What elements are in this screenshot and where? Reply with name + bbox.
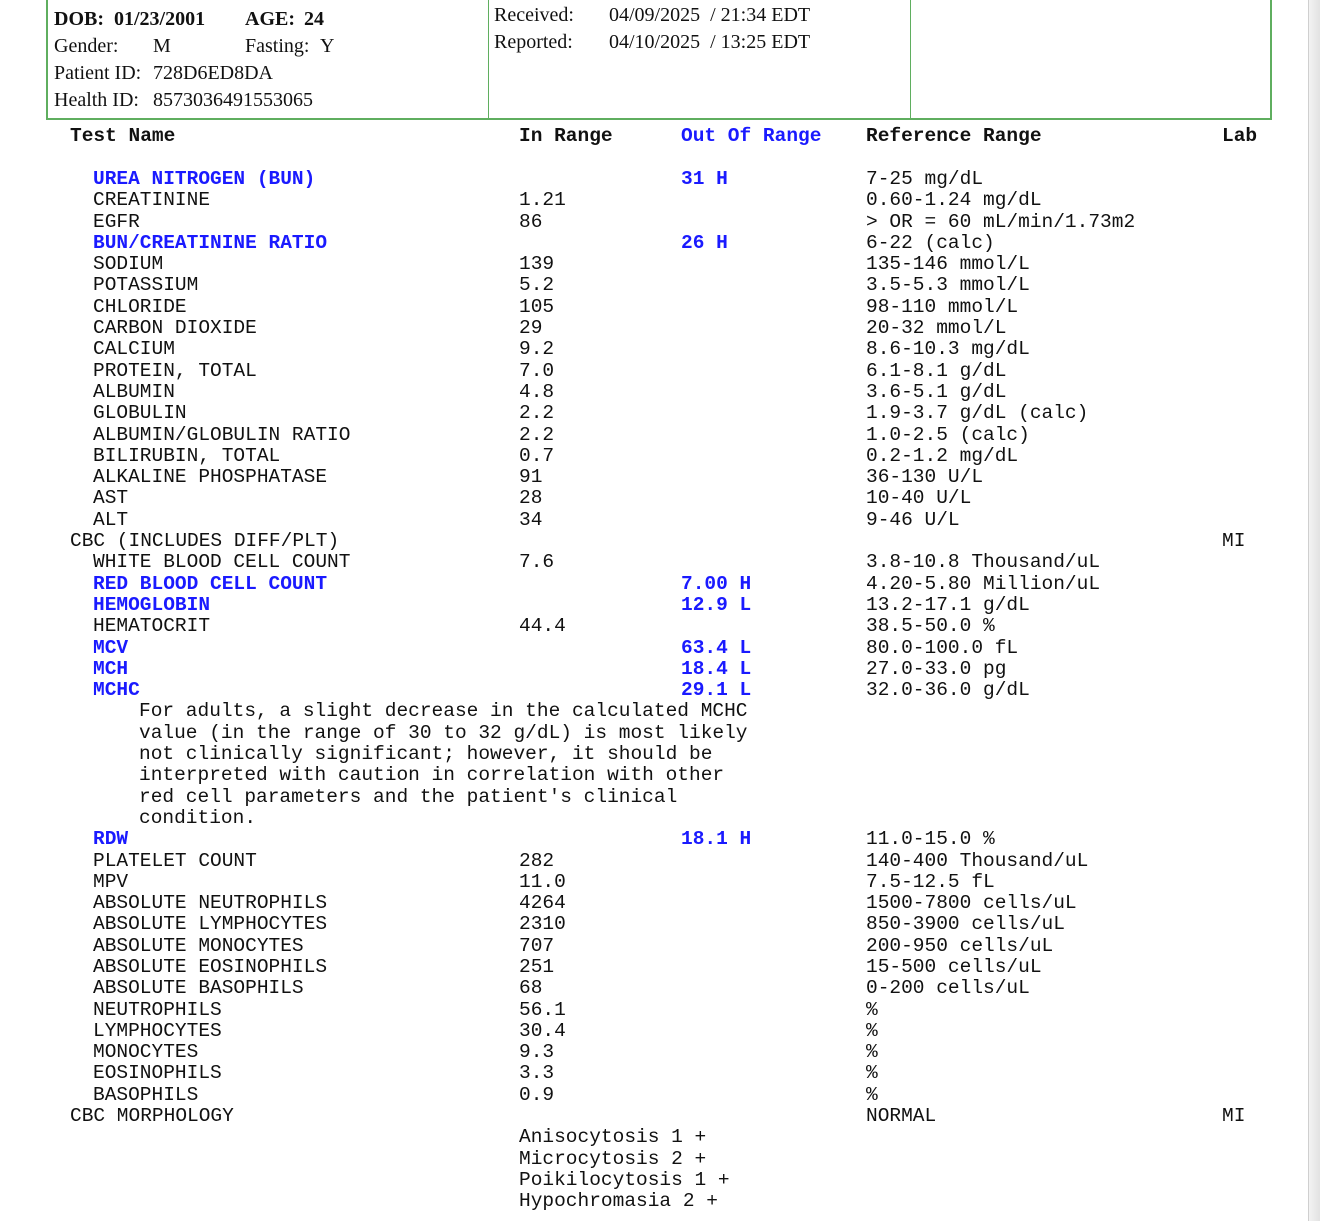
header-divider xyxy=(910,0,911,118)
reference-range: 3.6-5.1 g/dL xyxy=(866,380,1007,403)
in-range-value: 44.4 xyxy=(519,615,566,638)
morphology-line xyxy=(0,1126,1300,1147)
reference-range: 1.9-3.7 g/dL (calc) xyxy=(866,402,1089,425)
morphology-text: Microcytosis 2 + xyxy=(519,1147,707,1170)
reference-range: 11.0-15.0 % xyxy=(866,828,995,851)
reference-range: 850-3900 cells/uL xyxy=(866,913,1065,936)
reference-range: 9-46 U/L xyxy=(866,508,960,531)
col-header-reference-range: Reference Range xyxy=(866,125,1042,147)
in-range-value: 7.0 xyxy=(519,359,555,382)
test-name: HEMOGLOBIN xyxy=(93,593,211,616)
result-row xyxy=(0,828,1300,849)
test-name: BILIRUBIN, TOTAL xyxy=(93,444,281,467)
in-range-value: 0.7 xyxy=(519,444,555,467)
result-row xyxy=(0,1041,1300,1062)
result-row xyxy=(0,189,1300,210)
reference-range: 0.2-1.2 mg/dL xyxy=(866,444,1019,467)
reference-range: 98-110 mmol/L xyxy=(866,295,1019,318)
health-id-label: Health ID: xyxy=(54,89,139,111)
out-of-range-value: 7.00 H xyxy=(681,572,752,595)
test-name: POTASSIUM xyxy=(93,274,199,297)
mchc-note-line xyxy=(0,722,1300,743)
in-range-value: 251 xyxy=(519,955,555,978)
in-range-value: 105 xyxy=(519,295,555,318)
reference-range: 6-22 (calc) xyxy=(866,231,995,254)
in-range-value: 2310 xyxy=(519,913,566,936)
page-edge xyxy=(1308,0,1320,1221)
result-row xyxy=(0,317,1300,338)
in-range-value: 139 xyxy=(519,253,555,276)
in-range-value: 0.9 xyxy=(519,1083,555,1106)
result-row xyxy=(0,956,1300,977)
test-name: CBC MORPHOLOGY xyxy=(70,1105,234,1128)
col-header-lab: Lab xyxy=(1222,125,1258,147)
results-table xyxy=(0,168,1300,1212)
in-range-value: 34 xyxy=(519,508,543,531)
morphology-text: Poikilocytosis 1 + xyxy=(519,1168,730,1191)
test-name: ALBUMIN/GLOBULIN RATIO xyxy=(93,423,351,446)
test-name: ABSOLUTE BASOPHILS xyxy=(93,977,304,1000)
reference-range: 15-500 cells/uL xyxy=(866,955,1042,978)
reference-range: > OR = 60 mL/min/1.73m2 xyxy=(866,210,1136,233)
in-range-value: 56.1 xyxy=(519,998,566,1021)
reference-range: 36-130 U/L xyxy=(866,466,984,489)
col-header-in-range: In Range xyxy=(519,125,613,147)
header-divider xyxy=(488,0,489,118)
note-text: value (in the range of 30 to 32 g/dL) is most likely xyxy=(139,721,748,744)
in-range-value: 29 xyxy=(519,317,543,340)
test-name: BASOPHILS xyxy=(93,1083,199,1106)
result-row xyxy=(0,168,1300,189)
result-row xyxy=(0,1062,1300,1083)
note-text: not clinically significant; however, it should be xyxy=(139,743,713,766)
in-range-value: 30.4 xyxy=(519,1019,566,1042)
test-name: ALT xyxy=(93,508,129,531)
in-range-value: 68 xyxy=(519,977,543,1000)
section-row xyxy=(0,1105,1300,1126)
result-row xyxy=(0,615,1300,636)
reference-range: 3.8-10.8 Thousand/uL xyxy=(866,551,1101,574)
test-name: SODIUM xyxy=(93,253,164,276)
test-name: NEUTROPHILS xyxy=(93,998,222,1021)
reference-range: 80.0-100.0 fL xyxy=(866,636,1019,659)
mchc-note-line xyxy=(0,700,1300,721)
mchc-note-line xyxy=(0,807,1300,828)
lab-code: MI xyxy=(1222,530,1246,553)
result-row xyxy=(0,253,1300,274)
reference-range: 200-950 cells/uL xyxy=(866,934,1054,957)
test-name: CBC (INCLUDES DIFF/PLT) xyxy=(70,530,340,553)
in-range-value: 5.2 xyxy=(519,274,555,297)
result-row xyxy=(0,1084,1300,1105)
result-row xyxy=(0,509,1300,530)
lab-code: MI xyxy=(1222,1105,1246,1128)
test-name: EGFR xyxy=(93,210,140,233)
test-name: RED BLOOD CELL COUNT xyxy=(93,572,328,595)
result-row xyxy=(0,487,1300,508)
reference-range: 135-146 mmol/L xyxy=(866,253,1030,276)
reference-range: 7-25 mg/dL xyxy=(866,168,984,190)
reference-range: % xyxy=(866,1041,878,1064)
in-range-value: 86 xyxy=(519,210,543,233)
test-name: ABSOLUTE LYMPHOCYTES xyxy=(93,913,328,936)
in-range-value: 3.3 xyxy=(519,1062,555,1085)
note-text: For adults, a slight decrease in the calculated MCHC xyxy=(139,700,748,723)
dob-value: 01/23/2001 xyxy=(114,8,206,30)
result-row xyxy=(0,338,1300,359)
note-text: red cell parameters and the patient's clinical xyxy=(139,785,678,808)
reference-range: 8.6-10.3 mg/dL xyxy=(866,338,1030,361)
test-name: ABSOLUTE EOSINOPHILS xyxy=(93,955,328,978)
in-range-value: 2.2 xyxy=(519,402,555,425)
test-name: AST xyxy=(93,487,129,510)
in-range-value: 7.6 xyxy=(519,551,555,574)
result-row xyxy=(0,850,1300,871)
result-row xyxy=(0,211,1300,232)
note-text: interpreted with caution in correlation with other xyxy=(139,764,725,787)
gender-value: M xyxy=(153,35,171,57)
result-row xyxy=(0,466,1300,487)
test-name: WHITE BLOOD CELL COUNT xyxy=(93,551,351,574)
in-range-value: 11.0 xyxy=(519,870,566,893)
received-label: Received: xyxy=(494,4,574,26)
reference-range: 0.60-1.24 mg/dL xyxy=(866,189,1042,212)
in-range-value: 9.3 xyxy=(519,1041,555,1064)
reference-range: 4.20-5.80 Million/uL xyxy=(866,572,1101,595)
out-of-range-value: 63.4 L xyxy=(681,636,752,659)
dob-label: DOB: xyxy=(54,8,104,30)
col-header-test-name: Test Name xyxy=(70,125,176,147)
morphology-text: Hypochromasia 2 + xyxy=(519,1190,718,1213)
result-row xyxy=(0,637,1300,658)
reference-range: 1.0-2.5 (calc) xyxy=(866,423,1030,446)
col-header-out-of-range: Out Of Range xyxy=(681,125,822,147)
reference-range: % xyxy=(866,1019,878,1042)
in-range-value: 4264 xyxy=(519,892,566,915)
reference-range: 1500-7800 cells/uL xyxy=(866,892,1077,915)
test-name: MCHC xyxy=(93,679,140,702)
out-of-range-value: 12.9 L xyxy=(681,593,752,616)
reference-range: % xyxy=(866,1062,878,1085)
in-range-value: 9.2 xyxy=(519,338,555,361)
test-name: CALCIUM xyxy=(93,338,175,361)
result-row xyxy=(0,573,1300,594)
reference-range: % xyxy=(866,1083,878,1106)
result-row xyxy=(0,296,1300,317)
test-name: MCV xyxy=(93,636,129,659)
test-name: ALKALINE PHOSPHATASE xyxy=(93,466,328,489)
result-row xyxy=(0,935,1300,956)
reference-range: 27.0-33.0 pg xyxy=(866,657,1007,680)
out-of-range-value: 26 H xyxy=(681,231,728,254)
result-row xyxy=(0,445,1300,466)
test-name: MONOCYTES xyxy=(93,1041,199,1064)
reference-range: 0-200 cells/uL xyxy=(866,977,1030,1000)
reference-range: % xyxy=(866,998,878,1021)
received-value: 04/09/2025 / 21:34 EDT xyxy=(609,4,811,26)
age-value: 24 xyxy=(304,8,324,30)
result-row xyxy=(0,913,1300,934)
result-row xyxy=(0,232,1300,253)
reference-range: 6.1-8.1 g/dL xyxy=(866,359,1007,382)
section-row xyxy=(0,530,1300,551)
reported-label: Reported: xyxy=(494,31,573,53)
fasting-value: Y xyxy=(320,35,335,57)
gender-label: Gender: xyxy=(54,35,119,57)
test-name: PLATELET COUNT xyxy=(93,849,257,872)
result-row xyxy=(0,679,1300,700)
result-row xyxy=(0,381,1300,402)
test-name: CREATININE xyxy=(93,189,211,212)
out-of-range-value: 29.1 L xyxy=(681,679,752,702)
test-name: UREA NITROGEN (BUN) xyxy=(93,168,316,190)
test-name: ABSOLUTE MONOCYTES xyxy=(93,934,304,957)
reference-range: 13.2-17.1 g/dL xyxy=(866,593,1030,616)
fasting-label: Fasting: xyxy=(245,35,310,57)
test-name: MCH xyxy=(93,657,129,680)
out-of-range-value: 18.1 H xyxy=(681,828,752,851)
test-name: BUN/CREATININE RATIO xyxy=(93,231,328,254)
patient-id-label: Patient ID: xyxy=(54,62,142,84)
reference-range: 38.5-50.0 % xyxy=(866,615,995,638)
test-name: LYMPHOCYTES xyxy=(93,1019,222,1042)
health-id-value: 8573036491553065 xyxy=(153,89,313,111)
reported-value: 04/10/2025 / 13:25 EDT xyxy=(609,31,811,53)
test-name: EOSINOPHILS xyxy=(93,1062,222,1085)
in-range-value: 28 xyxy=(519,487,543,510)
mchc-note-line xyxy=(0,786,1300,807)
result-row xyxy=(0,274,1300,295)
test-name: MPV xyxy=(93,870,129,893)
mchc-note-line xyxy=(0,764,1300,785)
test-name: ABSOLUTE NEUTROPHILS xyxy=(93,892,328,915)
out-of-range-value: 31 H xyxy=(681,168,728,190)
in-range-value: 282 xyxy=(519,849,555,872)
mchc-note-line xyxy=(0,743,1300,764)
result-row xyxy=(0,892,1300,913)
reference-range: 3.5-5.3 mmol/L xyxy=(866,274,1030,297)
in-range-value: 4.8 xyxy=(519,380,555,403)
result-row xyxy=(0,658,1300,679)
result-row xyxy=(0,424,1300,445)
test-name: CARBON DIOXIDE xyxy=(93,317,257,340)
reference-range: 32.0-36.0 g/dL xyxy=(866,679,1030,702)
result-row xyxy=(0,977,1300,998)
reference-range: 140-400 Thousand/uL xyxy=(866,849,1089,872)
morphology-line xyxy=(0,1169,1300,1190)
in-range-value: 707 xyxy=(519,934,555,957)
test-name: RDW xyxy=(93,828,129,851)
morphology-line xyxy=(0,1190,1300,1211)
in-range-value: 91 xyxy=(519,466,543,489)
result-row xyxy=(0,1020,1300,1041)
result-row xyxy=(0,551,1300,572)
test-name: PROTEIN, TOTAL xyxy=(93,359,257,382)
age-label: AGE: xyxy=(245,8,295,30)
patient-id-value: 728D6ED8DA xyxy=(153,62,273,84)
result-row xyxy=(0,871,1300,892)
in-range-value: 1.21 xyxy=(519,189,566,212)
morphology-line xyxy=(0,1148,1300,1169)
test-name: CHLORIDE xyxy=(93,295,187,318)
result-row xyxy=(0,594,1300,615)
result-row xyxy=(0,999,1300,1020)
out-of-range-value: 18.4 L xyxy=(681,657,752,680)
test-name: ALBUMIN xyxy=(93,380,175,403)
note-text: condition. xyxy=(139,806,257,829)
reference-range: 20-32 mmol/L xyxy=(866,317,1007,340)
in-range-value: 2.2 xyxy=(519,423,555,446)
reference-range: 7.5-12.5 fL xyxy=(866,870,995,893)
reference-range: 10-40 U/L xyxy=(866,487,972,510)
result-row xyxy=(0,402,1300,423)
test-name: HEMATOCRIT xyxy=(93,615,211,638)
test-name: GLOBULIN xyxy=(93,402,187,425)
morphology-text: Anisocytosis 1 + xyxy=(519,1126,707,1149)
result-row xyxy=(0,360,1300,381)
reference-range: NORMAL xyxy=(866,1105,937,1128)
